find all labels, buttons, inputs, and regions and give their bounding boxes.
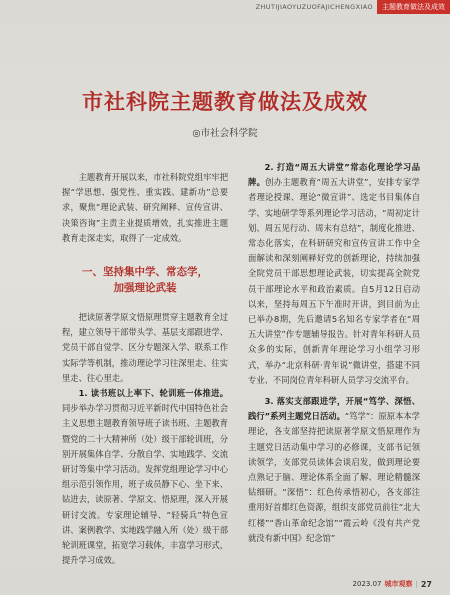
footer-divider: | <box>415 580 418 588</box>
item-1-body: 同步举办学习贯彻习近平新时代中国特色社会主义思想主题教育领导班子读书班、主题教育暨党的二十大精神所（处）级干部轮训班，分别开展集体自学、分散自学、实地践学、交流研讨等集中学习活动。发挥党组理论学习中心组示范引领作用，班子成员静下心、坐下来、钻进去，读原著、学原文、悟原理，深入开展研讨交流。专家理论辅导、“轻骑兵”特色宣讲、案例教学、实地践学融入所（处）级干部轮训班课堂，拓宽学习载体，丰富学习形式，提升学习成效。 <box>62 403 228 566</box>
article-author: ◎市社会科学院 <box>192 128 258 139</box>
page-number: 27 <box>420 579 432 589</box>
item-3 <box>248 394 420 546</box>
section-1-heading: 一、坚持集中学、常态学， 加强理论武装 <box>82 266 208 295</box>
item-3-title: 3. 落实支部跟进学，开展“笃学、深悟、践行”系列主题党日活动。 <box>248 396 420 422</box>
item-1-title: 1. 读书班以上率下、轮训班一体推进。 <box>78 388 228 399</box>
left-column <box>62 170 228 568</box>
header-section-tag: 主题教育做法及成效 <box>377 0 450 14</box>
right-column <box>248 160 420 546</box>
running-header <box>256 0 450 14</box>
item-1 <box>62 386 228 568</box>
intro-paragraph: 主题教育开展以来，市社科院党组牢牢把握“学思想、强党性、重实践、建新功”总要求，聚焦“理论武装、研究阐释、宣传宣讲、决策咨询”主责主业提质增效，扎实推进主题教育走深走实，取得了一定成效。 <box>62 172 228 243</box>
page-footer <box>353 579 432 589</box>
magazine-name: 城市观察 <box>384 580 413 588</box>
section-1-paragraph: 把读原著学原文悟原理贯穿主题教育全过程，建立领导干部带头学、基层支部跟进学、党员干部自觉学、区分专题深入学、联系工作实际学等机制，推动理论学习往深里走、往实里走、往心里走。 <box>62 312 228 383</box>
item-2-title: 2. 打造“周五大讲堂”常态化理论学习品牌。 <box>248 162 420 188</box>
issue-number: 2023.07 <box>352 580 382 588</box>
header-pinyin: ZHUTIJIAOYUZUOFAJICHENGXIAO <box>255 3 373 11</box>
item-2 <box>248 160 420 388</box>
article-title: 市社科院主题教育做法及成效 <box>82 90 368 114</box>
item-2-body: 创办主题教育“周五大讲堂”，安排专家学者理论授课、理论“微宣讲”、选定书目集体自学、实地研学等系列理论学习活动，“周初定计划、周五见行动、周末有总结”，制度化推进、常态化落实，在科研研究和宣传宣讲工作中全面解读和深刻阐释好党的创新理论，持续加强全院党员干部思想理论武装，切实提高全院党员干部理论水平和政治素质。自5月12日启动以来，坚持每周五下午准时开讲，到目前为止已举办8期，先后邀请5名知名专家学者在“周五大讲堂”作专题辅导报告。针对青年科研人员众多的实际，创新青年理论学习小组学习形式，举办“北京科研·青年说”微讲堂，搭建不同专业、不同岗位青年科研人员学习交流平台。 <box>248 177 420 385</box>
item-3-body: “笃学”：原原本本学理论，各支部坚持把读原著学原文悟原理作为主题党日活动集中学习的必修课，支部书记领读领学，支部党员读体会谈启发，做到理论要点熟记于脑、理论体系全面了解、理论精髓深钻细研。“深悟”：红色传承悟初心，各支部注重用好首都红色资源，组织支部党员前往“北大红楼”“香山革命纪念馆”“霞云岭《没有共产党就没有新中国》纪念馆” <box>248 411 420 543</box>
